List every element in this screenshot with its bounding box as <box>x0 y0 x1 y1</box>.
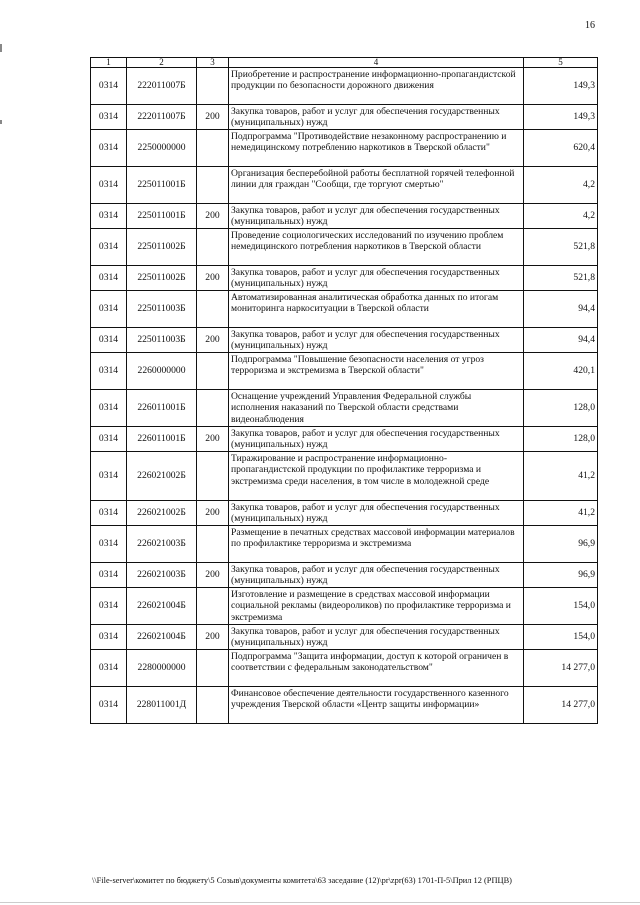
type-cell <box>197 68 229 105</box>
type-cell <box>197 167 229 204</box>
table-row <box>91 229 598 266</box>
scan-edge-mark <box>0 44 2 52</box>
code-cell: 226021003Б <box>127 563 197 588</box>
code-cell: 2280000000 <box>127 650 197 687</box>
code-cell: 225011003Б <box>127 328 197 353</box>
code-cell: 225011002Б <box>127 229 197 266</box>
type-cell <box>197 650 229 687</box>
type-cell: 200 <box>197 427 229 452</box>
header-col-5: 5 <box>524 58 598 68</box>
section-cell: 0314 <box>91 328 127 353</box>
name-cell: Закупка товаров, работ и услуг для обеспечения государственных (муниципальных) нужд <box>229 427 524 452</box>
code-cell: 225011001Б <box>127 204 197 229</box>
table-row <box>91 105 598 130</box>
type-cell <box>197 229 229 266</box>
table-row <box>91 130 598 167</box>
code-cell: 225011003Б <box>127 291 197 328</box>
amount-cell: 128,0 <box>524 390 598 427</box>
type-cell <box>197 526 229 563</box>
section-cell: 0314 <box>91 650 127 687</box>
amount-cell: 41,2 <box>524 501 598 526</box>
section-cell: 0314 <box>91 625 127 650</box>
header-col-1: 1 <box>91 58 127 68</box>
section-cell: 0314 <box>91 229 127 266</box>
code-cell: 222011007Б <box>127 68 197 105</box>
amount-cell: 128,0 <box>524 427 598 452</box>
code-cell: 226011001Б <box>127 427 197 452</box>
name-cell: Закупка товаров, работ и услуг для обеспечения государственных (муниципальных) нужд <box>229 328 524 353</box>
code-cell: 226021004Б <box>127 588 197 625</box>
name-cell: Закупка товаров, работ и услуг для обеспечения государственных (муниципальных) нужд <box>229 204 524 229</box>
amount-cell: 521,8 <box>524 229 598 266</box>
amount-cell: 154,0 <box>524 625 598 650</box>
type-cell: 200 <box>197 204 229 229</box>
name-cell: Подпрограмма "Противодействие незаконному распространению и немедицинскому потреблению наркотиков в Тверской области" <box>229 130 524 167</box>
code-cell: 226011001Б <box>127 390 197 427</box>
amount-cell: 96,9 <box>524 563 598 588</box>
amount-cell: 149,3 <box>524 68 598 105</box>
amount-cell: 96,9 <box>524 526 598 563</box>
name-cell: Оснащение учреждений Управления Федеральной службы исполнения наказаний по Тверской области средствами видеонаблюдения <box>229 390 524 427</box>
section-cell: 0314 <box>91 390 127 427</box>
section-cell: 0314 <box>91 452 127 501</box>
section-cell: 0314 <box>91 526 127 563</box>
header-col-3: 3 <box>197 58 229 68</box>
table-row <box>91 563 598 588</box>
table-row <box>91 526 598 563</box>
section-cell: 0314 <box>91 204 127 229</box>
amount-cell: 149,3 <box>524 105 598 130</box>
type-cell: 200 <box>197 266 229 291</box>
type-cell <box>197 687 229 724</box>
table-row <box>91 501 598 526</box>
name-cell: Тиражирование и распространение информационно-пропагандистской продукции по профилактике терроризма и экстремизма среди населения, в том числе в молодежной среде <box>229 452 524 501</box>
header-col-2: 2 <box>127 58 197 68</box>
table-row <box>91 204 598 229</box>
section-cell: 0314 <box>91 167 127 204</box>
file-path-footer: \\File-server\комитет по бюджету\5 Созыв\документы комитета\63 заседание (12)\pr\zpr(63) 1701-П-5\Прил 12 (РПЦВ) <box>92 876 512 885</box>
name-cell: Автоматизированная аналитическая обработка данных по итогам мониторинга наркоситуации в Тверской области <box>229 291 524 328</box>
code-cell: 226021002Б <box>127 501 197 526</box>
section-cell: 0314 <box>91 501 127 526</box>
table-row <box>91 650 598 687</box>
name-cell: Финансовое обеспечение деятельности государственного казенного учреждения Тверской области «Центр защиты информации» <box>229 687 524 724</box>
table-header <box>91 58 598 68</box>
table-row <box>91 625 598 650</box>
code-cell: 2260000000 <box>127 353 197 390</box>
header-col-4: 4 <box>229 58 524 68</box>
table-row <box>91 266 598 291</box>
amount-cell: 521,8 <box>524 266 598 291</box>
type-cell: 200 <box>197 105 229 130</box>
page-bottom-rule <box>0 902 640 903</box>
code-cell: 226021002Б <box>127 452 197 501</box>
type-cell <box>197 588 229 625</box>
section-cell: 0314 <box>91 687 127 724</box>
amount-cell: 94,4 <box>524 328 598 353</box>
table-row <box>91 328 598 353</box>
section-cell: 0314 <box>91 427 127 452</box>
name-cell: Закупка товаров, работ и услуг для обеспечения государственных (муниципальных) нужд <box>229 501 524 526</box>
code-cell: 228011001Д <box>127 687 197 724</box>
amount-cell: 14 277,0 <box>524 650 598 687</box>
amount-cell: 4,2 <box>524 167 598 204</box>
code-cell: 225011001Б <box>127 167 197 204</box>
name-cell: Проведение социологических исследований по изучению проблем немедицинского потребления наркотиков в Тверской области <box>229 229 524 266</box>
section-cell: 0314 <box>91 291 127 328</box>
section-cell: 0314 <box>91 266 127 291</box>
amount-cell: 420,1 <box>524 353 598 390</box>
code-cell: 2250000000 <box>127 130 197 167</box>
amount-cell: 620,4 <box>524 130 598 167</box>
type-cell <box>197 291 229 328</box>
section-cell: 0314 <box>91 68 127 105</box>
name-cell: Подпрограмма "Повышение безопасности населения от угроз терроризма и экстремизма в Тверской области" <box>229 353 524 390</box>
scan-edge-mark <box>0 120 2 124</box>
name-cell: Закупка товаров, работ и услуг для обеспечения государственных (муниципальных) нужд <box>229 266 524 291</box>
table-row <box>91 68 598 105</box>
table-row <box>91 167 598 204</box>
name-cell: Размещение в печатных средствах массовой информации материалов по профилактике терроризма и экстремизма <box>229 526 524 563</box>
amount-cell: 14 277,0 <box>524 687 598 724</box>
code-cell: 225011002Б <box>127 266 197 291</box>
table-body <box>91 68 598 724</box>
type-cell <box>197 130 229 167</box>
amount-cell: 41,2 <box>524 452 598 501</box>
table-row <box>91 588 598 625</box>
section-cell: 0314 <box>91 105 127 130</box>
table-row <box>91 452 598 501</box>
section-cell: 0314 <box>91 353 127 390</box>
code-cell: 222011007Б <box>127 105 197 130</box>
table-row <box>91 353 598 390</box>
header-row <box>91 58 598 68</box>
section-cell: 0314 <box>91 588 127 625</box>
code-cell: 226021004Б <box>127 625 197 650</box>
name-cell: Подпрограмма "Защита информации, доступ к которой ограничен в соответствии с федеральным законодательством" <box>229 650 524 687</box>
table-row <box>91 687 598 724</box>
type-cell: 200 <box>197 625 229 650</box>
amount-cell: 154,0 <box>524 588 598 625</box>
table-row <box>91 291 598 328</box>
table-row <box>91 390 598 427</box>
page-number: 16 <box>585 20 595 31</box>
table-row <box>91 427 598 452</box>
amount-cell: 4,2 <box>524 204 598 229</box>
amount-cell: 94,4 <box>524 291 598 328</box>
budget-table <box>90 57 598 724</box>
type-cell: 200 <box>197 563 229 588</box>
name-cell: Изготовление и размещение в средствах массовой информации социальной рекламы (видеороликов) по профилактике терроризма и экстремизма <box>229 588 524 625</box>
name-cell: Закупка товаров, работ и услуг для обеспечения государственных (муниципальных) нужд <box>229 563 524 588</box>
name-cell: Организация бесперебойной работы бесплатной горячей телефонной линии для граждан "Сообщи, где торгуют смертью" <box>229 167 524 204</box>
type-cell <box>197 390 229 427</box>
section-cell: 0314 <box>91 563 127 588</box>
type-cell <box>197 452 229 501</box>
name-cell: Закупка товаров, работ и услуг для обеспечения государственных (муниципальных) нужд <box>229 625 524 650</box>
section-cell: 0314 <box>91 130 127 167</box>
type-cell: 200 <box>197 501 229 526</box>
code-cell: 226021003Б <box>127 526 197 563</box>
name-cell: Приобретение и распространение информационно-пропагандистской продукции по безопасности дорожного движения <box>229 68 524 105</box>
type-cell <box>197 353 229 390</box>
type-cell: 200 <box>197 328 229 353</box>
name-cell: Закупка товаров, работ и услуг для обеспечения государственных (муниципальных) нужд <box>229 105 524 130</box>
